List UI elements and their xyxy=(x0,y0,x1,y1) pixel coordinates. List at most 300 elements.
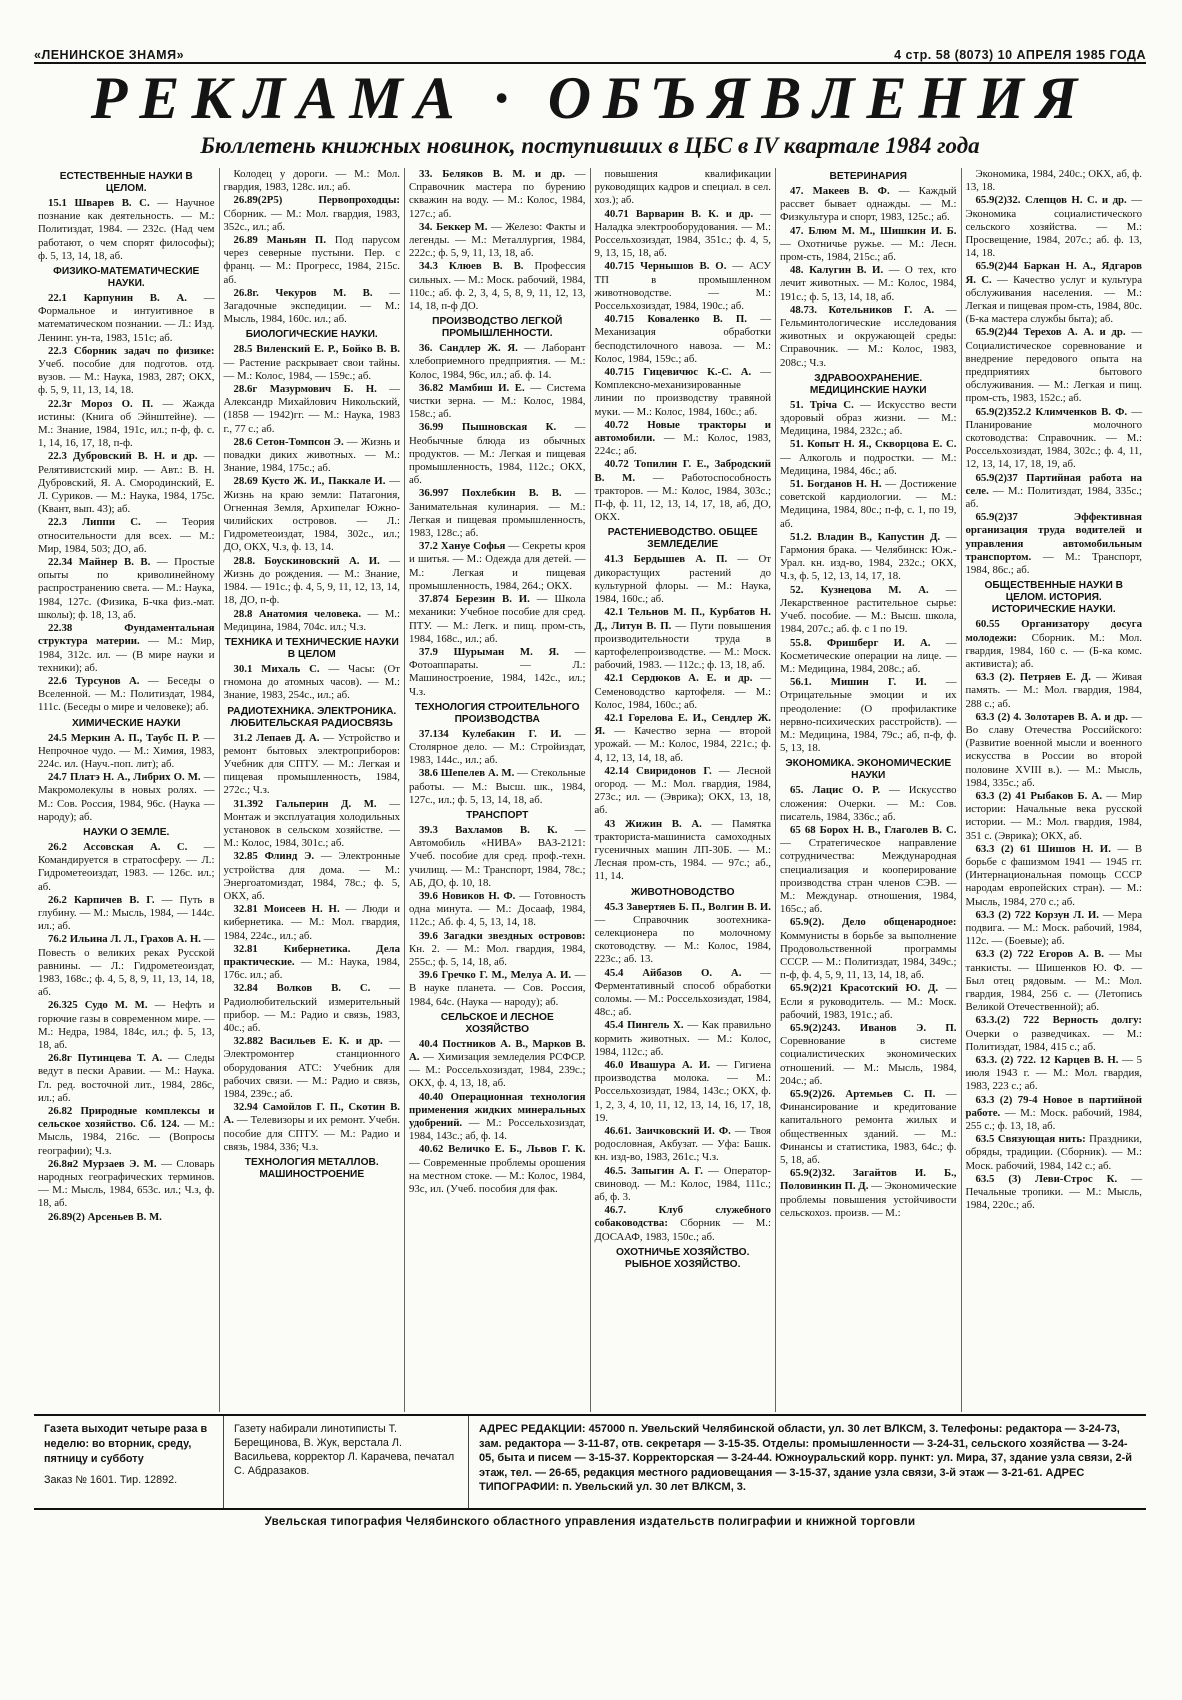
entry-author: Копыт Н. Я., Скворцова Е. С. xyxy=(807,438,957,451)
entry-text: Учеб. пособие для подготов. отд. вузов. — М.: Наука, 1983, 287; ОКХ, ф. 5, 9, 11, 13, 14, 18. xyxy=(38,358,215,397)
section-heading: ТЕХНОЛОГИЯ СТРОИТЕЛЬНОГО ПРОИЗВОДСТВА xyxy=(414,701,580,725)
entry-text: — М.: Россельхозиздат, 1984, 143с.; аб, ф. 14. xyxy=(409,1117,586,1143)
book-entry xyxy=(780,637,957,677)
entry-text: — Живая память. — М.: Мол. гвардия, 1984, 288 с.; аб. xyxy=(965,671,1143,710)
entry-code: 63.3 (2) 61 xyxy=(975,842,1031,855)
entry-text: — Оператор-свиновод. — М.: Колос, 1984, 111с.; аб, ф. 3. xyxy=(594,1164,772,1204)
entry-code: 26.8г xyxy=(48,1052,72,1065)
section-heading: ВЕТЕРИНАРИЯ xyxy=(829,171,907,182)
entry-author: Егоров А. В. xyxy=(1038,948,1104,961)
book-entry xyxy=(224,608,401,634)
entry-text: — Искусство вести здоровый образ жизни. — М.: Медицина, 1984, 232с.; аб. xyxy=(780,398,957,438)
entry-code: 31.2 xyxy=(233,731,253,744)
entry-author: Калугин В. И. xyxy=(809,264,884,277)
entry-text: — Искусство сложения: Очерки. — М.: Сов. писатель, 1984, 336с.; аб. xyxy=(780,784,957,823)
entry-author: Гальперин Д. М. xyxy=(275,797,377,810)
entry-code: 40.40 xyxy=(419,1090,444,1103)
entry-author: Новиков Н. Ф. xyxy=(441,889,516,902)
entry-author: Жижин В. А. xyxy=(624,817,702,830)
entry-code: 45.3 xyxy=(604,900,624,913)
entry-text: — Формальное и интуитивное в математическом познании. — Л.: Изд. Ленинг. ун-та, 1983, 151с; аб. xyxy=(38,292,215,344)
entry-code: 22.3 xyxy=(48,450,67,463)
book-entry xyxy=(38,1052,215,1105)
book-entry xyxy=(966,511,1143,577)
book-entry xyxy=(224,194,401,234)
entry-text: — Алкоголь и подростки. — М.: Медицина, 1984, 46с.; аб. xyxy=(780,451,957,477)
book-entry xyxy=(780,584,957,637)
entry-code: 65.9(2)37 xyxy=(975,471,1018,484)
entry-code: 26.325 xyxy=(48,999,78,1012)
book-entry xyxy=(780,399,957,439)
entry-text: — Гельминтологические исследования животных и окружающей среды: Справочник. — М.: Колос, 1983, 208с.; Ч.з. xyxy=(780,303,957,369)
entry-code: 52. xyxy=(790,583,804,596)
entry-code: 28.8. xyxy=(233,554,256,567)
entry-author: Шурыман М. Я. xyxy=(453,645,559,658)
entry-author: Кибернетика. Дела практические. xyxy=(223,942,400,968)
entry-text: — Путь в глубину. — М.: Мысль, 1984, — 144с. ил.; аб. xyxy=(38,893,215,933)
entry-code: 26.8я2 xyxy=(48,1157,79,1170)
entry-text: Колодец у дороги. — М.: Мол. гвардия, 1983, 128с. ил.; аб. xyxy=(223,168,400,194)
entry-code: 65.9(2)21 xyxy=(790,982,833,995)
printer-line: Увельская типография Челябинского областного управления издательств полиграфии и книжной торговли xyxy=(264,1516,916,1528)
entry-text: — Автомобиль «НИВА» ВАЗ-2121: Учеб. пособие для сред. проф.-техн. училищ. — М.: Транспорт, 1984, 78с.; АБ, ДО, ф. 10, 18. xyxy=(409,823,586,889)
section-heading: ЗДРАВООХРАНЕНИЕ. МЕДИЦИНСКИЕ НАУКИ xyxy=(809,372,927,396)
book-entry xyxy=(38,1211,215,1224)
book-entry xyxy=(38,841,215,894)
footer-schedule xyxy=(34,1416,224,1508)
entry-code: 28.5 xyxy=(233,343,253,356)
book-entry xyxy=(409,540,586,593)
book-entry xyxy=(38,732,215,772)
entry-code: 51.2. xyxy=(790,530,812,543)
entry-author: Величко Е. Б., Львов Г. К. xyxy=(448,1143,586,1156)
entry-text: Экономика, 1984, 240с.; ОКХ, аб, ф. 13, 18. xyxy=(965,168,1142,194)
book-entry xyxy=(966,909,1143,949)
book-entry xyxy=(409,1143,586,1196)
entry-text: — В борьбе с фашизмом 1941 — 1945 гг. (Интернациональная помощь СССР народам европейских стран). — М.: Мысль, 1984, 270 с.; аб. xyxy=(965,842,1143,908)
book-entry xyxy=(409,824,586,890)
book-entry xyxy=(409,260,586,313)
entry-code: 65.9(2)44 xyxy=(975,326,1018,339)
entry-text: — Как правильно кормить животных. — М.: Колос, 1984, 112с.; аб. xyxy=(594,1019,772,1058)
entry-code: 32.882 xyxy=(233,1035,264,1048)
book-entry xyxy=(966,1054,1143,1094)
entry-author: Верность долгу: xyxy=(1052,1014,1142,1027)
entry-author: Пингель Х. xyxy=(627,1019,684,1032)
entry-author: Бердышев А. П. xyxy=(633,553,728,566)
entry-code: 51. xyxy=(790,438,804,451)
entry-text: Соревнование в системе социалистических экономических отношений. — М.: Мысль, 1984, 204с.; аб. xyxy=(780,1035,957,1087)
entry-author: Майнер В. В. xyxy=(78,556,151,569)
entry-code: 26.89(2) xyxy=(48,1210,85,1223)
entry-author: Чернышов В. О. xyxy=(640,260,727,273)
entry-code: 32.84 xyxy=(233,982,258,995)
footer xyxy=(34,1414,1146,1510)
entry-code: 76.2 xyxy=(48,933,67,946)
column-4 xyxy=(591,168,777,1412)
entry-code: 63.3.(2) 722 xyxy=(975,1014,1040,1027)
book-entry xyxy=(966,948,1143,1014)
entry-author: Похлебкин В. В. xyxy=(461,487,562,500)
entry-code: 41.3 xyxy=(604,553,624,566)
entry-author: Свиридонов Г. xyxy=(636,764,712,777)
entry-code: 65.9(2)32. xyxy=(790,1167,835,1180)
entry-code: 38.6 xyxy=(419,767,438,780)
entry-code: 32.94 xyxy=(233,1101,258,1114)
entry-author: Арсеньев В. М. xyxy=(87,1210,162,1223)
entry-code: 65. xyxy=(790,784,804,797)
entry-code: 63.3 (2) 41 xyxy=(975,789,1027,802)
entry-author: Тельнов М. П., Курбатов Н. Д., Литун В. П. xyxy=(594,606,771,632)
book-entry xyxy=(595,1019,772,1059)
book-entry xyxy=(595,765,772,818)
entry-code: 30.1 xyxy=(233,662,253,675)
entry-text: — Лекарственное растительное сырье: Учеб. пособие. — М.: Высш. школа, 1984, 207с.; аб. ф. с 1 по 19. xyxy=(780,583,957,636)
book-entry xyxy=(595,208,772,261)
book-entry xyxy=(595,260,772,313)
entry-code: 63.3 (2). xyxy=(975,671,1015,684)
entry-author: Гицевичюс К.-С. А. xyxy=(643,366,752,379)
book-entry xyxy=(38,197,215,263)
entry-text: Сборник. — М.: Мол. гвардия, 1983, 352с., ил.; аб. xyxy=(223,207,400,233)
book-entry xyxy=(595,672,772,712)
entry-author: Горелова Е. И., Сендлер Ж. Я. xyxy=(594,711,771,738)
entry-text: — М.: Моск. рабочий, 1984, 255 с.; ф. 13, 18, аб. xyxy=(965,1106,1142,1133)
entry-code: 56.1. xyxy=(790,676,812,689)
entry-author: Мишин Г. И. xyxy=(830,676,927,689)
entry-author: Волков В. С. xyxy=(276,982,371,995)
entry-code: 36.82 xyxy=(419,381,444,394)
entry-text: — Социалистическое соревнование и внедрение передового опыта на предприятиях бытового обслуживания. — М.: Легкая и пищ. пром-сть, 1983, 152с.; аб. xyxy=(965,326,1142,405)
entry-text: Под парусом через северные пустыни. Пер. с франц. — М.: Прогресс, 1984, 215с. аб. xyxy=(223,234,401,286)
book-entry xyxy=(38,516,215,556)
book-entry xyxy=(409,168,586,221)
entry-text: Коммунисты в борьбе за выполнение Продовольственной программы СССР. — М.: Политиздат, 1984, 349с.; п-ф, ф. 4, 5, 9, 11, 13, 14, 18, аб. xyxy=(780,929,957,982)
book-entry xyxy=(595,419,772,459)
book-entry xyxy=(38,771,215,824)
book-entry xyxy=(780,982,957,1022)
entry-text: — Электромонтер станционного оборудования АТС: Учебник для рабочих связи. — М.: Радио и связь, 1984, 239с.; аб. xyxy=(223,1035,400,1100)
entry-text: — Пути повышения производительности труда в картофелепроизводстве. — М.: Моск. рабочий, 1983. — 112с.; ф. 13, 18, аб. xyxy=(594,619,771,672)
entry-code: 32.81 xyxy=(233,903,258,916)
entry-code: 36. xyxy=(419,342,433,355)
book-entry xyxy=(595,606,772,672)
entry-text: — М.: Колос, 1983, 224с.; аб. xyxy=(594,432,771,458)
entry-author: Загадки звездных островов: xyxy=(443,929,586,942)
entry-author: Золотарев В. А. и др. xyxy=(1024,710,1128,723)
book-entry xyxy=(409,728,586,768)
book-entry xyxy=(966,260,1143,326)
entry-text: — Секреты кроя и шитья. — М.: Одежда для детей. — М.: Легкая и пищевая промышленность, 1984, 264.; ОКХ. xyxy=(409,540,586,592)
entry-text: — Необычные блюда из обычных продуктов. — М.: Легкая и пищевая промышленность, 1984, 112с.; ОКХ, аб. xyxy=(409,421,586,487)
entry-text: — От дикорастущих растений до культурной флоры. — М.: Наука, 1984, 160с.; аб. xyxy=(594,553,771,606)
entry-text: Очерки о разведчиках. — М.: Политиздат, 1984, 415 с.; аб. xyxy=(965,1027,1142,1053)
entry-text: — М.: Политиздат, 1984, 335с.; аб. xyxy=(965,484,1142,511)
entry-author: Климченков В. Ф. xyxy=(1035,405,1128,418)
entry-text: — Следы ведут в пески Аравии. — М.: Наука. Гл. ред. восточной лит., 1984, 286с, ил.; аб. xyxy=(38,1052,215,1104)
entry-code: 65.9(2)243. xyxy=(790,1021,841,1034)
entry-author: Операционная технология применения жидких минеральных удобрений. xyxy=(409,1090,586,1129)
book-entry xyxy=(409,890,586,930)
book-entry xyxy=(38,345,215,398)
entry-code: 42.1 xyxy=(604,672,624,685)
book-entry xyxy=(38,556,215,622)
entry-text: Профессия сильных. — М.: Моск. рабочий, 1984, 110с.; аб. ф. 2, 3, 4, 5, 8, 9, 11, 12, 13, 14, 18, п-ф ДО. xyxy=(409,260,586,313)
entry-code: 46.5. xyxy=(604,1164,627,1177)
entry-code: 37.2 xyxy=(419,540,438,553)
entry-author: Красотский Ю. Д. xyxy=(839,982,939,995)
book-entry xyxy=(224,383,401,436)
entry-author: Котельников Г. А. xyxy=(828,303,935,316)
book-entry xyxy=(409,646,586,699)
book-entry xyxy=(38,622,215,675)
book-entry xyxy=(780,304,957,370)
entry-code: 48.73. xyxy=(790,303,817,316)
book-entry xyxy=(780,531,957,584)
entry-author: Варварин В. К. и др. xyxy=(635,207,754,220)
entry-text: — Планирование молочного скотоводства: Справочник. — М.: Россельхозиздат, 1984, 302с.; ф. 4, 11, 12, 13, 14, 17, 18, 19, аб. xyxy=(965,405,1142,471)
entry-text: — Система чистки зерна. — М.: Колос, 1984, 158с.; аб. xyxy=(409,381,586,421)
entry-author: Пышновская К. xyxy=(461,421,557,434)
entry-author: Айбазов О. А. xyxy=(642,966,742,979)
entry-code: 42.14 xyxy=(604,764,629,777)
entry-code: 36.99 xyxy=(419,421,444,434)
entry-text: — Александр Михайлович Никольский, (1858 — 1942)гг. — М.: Наука, 1983 г., 77 с.; аб. xyxy=(223,383,401,435)
entry-author: Мороз О. П. xyxy=(81,397,154,410)
entry-author: Сандлер Ж. Я. xyxy=(439,342,518,355)
entry-code: 26.89(2Р5) xyxy=(233,194,283,207)
entry-author: Шишов Н. И. xyxy=(1037,842,1111,855)
entry-author: Путинцева Т. А. xyxy=(77,1052,163,1065)
entry-text: — Отрицательные эмоции и их преодоление: (О профилактике нервно-психических расстройств). — М.: Медицина, 1984, 79с.; аб, п-ф, ф. 5, 13, 18. xyxy=(780,676,957,755)
book-entry xyxy=(224,343,401,383)
entry-text: — Охотничье ружье. — М.: Лесн. пром-сть, 1984, 215с.; аб. xyxy=(780,237,957,264)
entry-author: Петряев Е. Д. xyxy=(1019,671,1091,684)
entry-author: Беляков В. М. и др. xyxy=(442,168,566,180)
entry-author: Фундаментальная структура материи. xyxy=(38,622,215,648)
entry-code: 63.3 (2) 4. xyxy=(975,710,1022,723)
entry-text: — Качество услуг и культура обслуживания населения. — М.: Легкая и пищевая пром-сть, 1984, 80с. (Б-ка мастера службы быта); аб. xyxy=(965,273,1142,326)
entry-text: — Современные проблемы орошения на местном стоке. — М.: Колос, 1984, 93с, ил. (Учеб. пособия для фак. xyxy=(409,1156,586,1196)
entry-code: 65.9(2)44 xyxy=(975,260,1018,273)
entry-author: Слепцов Н. С. и др. xyxy=(1024,194,1127,207)
entry-author: Новое в партийной работе. xyxy=(965,1093,1142,1119)
footer-address xyxy=(469,1416,1146,1508)
book-entry xyxy=(224,555,401,608)
section-heading: ТРАНСПОРТ xyxy=(466,809,529,821)
entry-author: Клуб служебного собаководства: xyxy=(594,1204,772,1230)
entry-author: Рыбаков Б. А. xyxy=(1030,789,1103,802)
entry-text: — Беседы о Вселенной. — М.: Политиздат, 1984, 111с. (Беседы о мире и человеке); аб. xyxy=(38,674,215,714)
entry-code: 47. xyxy=(790,185,804,197)
entry-author: Судо М. М. xyxy=(84,999,148,1012)
column-6 xyxy=(962,168,1147,1412)
book-entry xyxy=(409,382,586,422)
entry-author: Новые тракторы и автомобили. xyxy=(594,418,771,445)
entry-code: 39.6 xyxy=(419,969,438,982)
entry-text: — Макромолекулы в новых ролях. — М.: Сов. Россия, 1984, 96с. (Наука — народу); аб. xyxy=(38,771,215,823)
entry-author: Кусто Ж. И., Паккале И. xyxy=(261,475,386,488)
entry-text: — АСУ ТП в промышленном животноводстве. — М.: Россельхозиздат, 1984, 190с.; аб. xyxy=(594,260,772,313)
book-entry xyxy=(409,593,586,646)
entry-code: 39.3 xyxy=(419,823,438,836)
entry-code: 40.62 xyxy=(419,1143,444,1156)
book-entry xyxy=(38,894,215,934)
section-heading: НАУКИ О ЗЕМЛЕ. xyxy=(83,826,170,838)
entry-text: — Устройство и ремонт бытовых электроприборов: Учебник для СПТУ. — М.: Легкая и пищевая промышленность, 1984, 272с.; Ч.з. xyxy=(223,731,400,797)
entry-author: Хануе Софья xyxy=(440,540,506,553)
book-entry xyxy=(409,767,586,807)
entry-code: 24.5 xyxy=(48,731,67,744)
entry-author: Мурзаев Э. М. xyxy=(82,1157,157,1170)
entry-text: Сборник — М.: ДОСААФ, 1983, 150с.; аб. xyxy=(594,1217,771,1243)
entry-code: 55.8. xyxy=(790,636,812,649)
schedule-text: Газета выходит четыре раза в неделю: во вторник, среду, пятницу и субботу xyxy=(44,1423,208,1465)
entry-text: — Готовность одна минута. — М.: Досааф, 1984, 112с.; Аб. ф. 4, 5, 13, 14, 18. xyxy=(409,889,586,929)
entry-code: 65.9(2)352.2 xyxy=(975,405,1032,418)
book-entry xyxy=(966,618,1143,671)
entry-text: — М.: Мир, 1984, 312с. ил. — (В мире науки и техники); аб. xyxy=(38,635,215,674)
entry-author: Кузнецова М. А. xyxy=(820,583,929,596)
entry-code: 65.9(2). xyxy=(790,916,825,929)
book-entry xyxy=(966,1094,1143,1134)
book-entry xyxy=(38,450,215,516)
entry-text: — Лесной огород. — М.: Мол. гвардия, 1984, 273с.; ил. — (Эврика); ОКХ, 13, 18, аб. xyxy=(594,764,771,817)
book-entry xyxy=(595,1059,772,1125)
entry-code: 65 xyxy=(790,823,801,836)
book-entry xyxy=(966,1173,1143,1213)
entry-author: Ассовская А. С. xyxy=(83,840,188,853)
entry-code: 26.82 xyxy=(48,1105,73,1117)
entry-author: Виленский Е. Р., Бойко В. В. xyxy=(256,343,400,356)
entry-author: Дубровский В. Н. и др. xyxy=(73,450,198,463)
book-entry xyxy=(966,406,1143,472)
entry-code: 42.1 xyxy=(604,606,624,619)
entry-code: 39.6 xyxy=(419,889,438,902)
section-heading: ЭКОНОМИКА. ЭКОНОМИЧЕСКИЕ НАУКИ xyxy=(785,758,952,782)
section-heading: ОХОТНИЧЬЕ ХОЗЯЙСТВО. РЫБНОЕ ХОЗЯЙСТВО. xyxy=(616,1246,750,1270)
section-heading: РАСТЕНИЕВОДСТВО. ОБЩЕЕ ЗЕМЛЕДЕЛИЕ xyxy=(607,527,758,551)
book-entry xyxy=(409,1038,586,1091)
entry-author: Васильев Е. К. и др. xyxy=(269,1035,383,1048)
book-entry xyxy=(595,1204,772,1244)
entry-text: — Лаборант хлебоприемного предприятия. — М.: Колос, 1984, 96с, ил.; аб. ф. 14. xyxy=(409,342,586,381)
entry-code: 42.1 xyxy=(604,711,624,724)
section-heading: ПРОИЗВОДСТВО ЛЕГКОЙ ПРОМЫШЛЕННОСТИ. xyxy=(432,316,563,340)
entry-text: — Мера подвига. — М.: Моск. рабочий, 1984, 112с. — (Боевые); аб. xyxy=(965,908,1143,948)
entry-code: 65.9(2)37 xyxy=(975,511,1018,524)
column-2 xyxy=(220,168,406,1412)
entry-author: 68 Борох Н. В., Глаголев В. С. xyxy=(804,823,957,836)
entry-text: — Растение раскрывает свои тайны. — М.: Колос, 1984, — 159с.; аб. xyxy=(223,356,400,382)
entry-author: Мазурмович Б. Н. xyxy=(269,383,377,396)
entry-text: — Научное познание как деятельность. — М.: Политиздат, 1984. — 232с. (Над чем работают, о чем спорят философы); ф. 5, 13, 14, 18, аб. xyxy=(38,197,215,262)
entry-text: — Механизация обработки бесподстилочного навоза. — М.: Колос, 1984, 159с.; аб. xyxy=(594,313,771,365)
entry-author: Ивашура А. И. xyxy=(629,1059,711,1071)
entry-code: 63.3 (2) 722 xyxy=(975,908,1031,921)
entry-code: 28.6 xyxy=(233,435,253,448)
book-entry xyxy=(966,1014,1143,1054)
entry-code: 40.72 xyxy=(604,418,629,431)
section-heading: ЕСТЕСТВЕННЫЕ НАУКИ В ЦЕЛОМ. xyxy=(59,171,193,194)
entry-code: 22.6 xyxy=(48,674,67,687)
entry-author: Флинд Э. xyxy=(264,850,315,863)
book-entry xyxy=(780,264,957,304)
entry-code: 37.134 xyxy=(419,727,449,740)
entry-text: — Памятка тракториста-машиниста самоходных гусеничных машин ЛП-30Б. — М.: Лесная пром-сть, 1984. — 97с.; аб., 11, 14. xyxy=(594,817,771,883)
entry-author: Завертяев Б. П., Волгин В. И. xyxy=(626,900,771,913)
entry-text: — Стекольные работы. — М.: Высш. шк., 1984, 127с., ил.; ф. 5, 13, 14, 18, аб. xyxy=(409,767,586,806)
entry-author: Меркин А. П., Таубс П. Р. xyxy=(70,731,200,744)
book-entry xyxy=(780,478,957,531)
entry-text: повышения квалификации руководящих кадров и специал. в сел. хоз.); аб. xyxy=(594,168,771,207)
book-entry xyxy=(595,366,772,419)
book-entry xyxy=(224,663,401,703)
book-entry xyxy=(595,1165,772,1205)
entry-author: 12 Карцев В. Н. xyxy=(1039,1054,1119,1066)
page-subtitle: Бюллетень книжных новинок, поступивших в ЦБС в IV квартале 1984 года xyxy=(200,133,980,158)
book-entry xyxy=(966,326,1143,405)
entry-text: Праздники, обряды, традиции. (Сборник). — М.: Моск. рабочий, 1984, 142 с.; аб. xyxy=(965,1133,1142,1172)
entry-text: Сборник. М.: Мол. гвардия, 1984, 160 с. — (Б-ка комс. активиста); аб. xyxy=(965,631,1143,670)
entry-text: — Загадочные экспедиции. — М.: Мысль, 1984, 160с. ил.; аб. xyxy=(223,286,401,326)
entry-code: 22.3 xyxy=(48,344,67,357)
entry-text: — Телевизоры и их ремонт. Учебн. пособие для СПТУ. — М.: Радио и связь, 1984, 336; Ч.з. xyxy=(223,1114,400,1153)
entry-code: 47. xyxy=(790,224,804,237)
entry-code: 40.4 xyxy=(419,1037,438,1050)
entry-author: Топилин Г. Е., Забродский В. М. xyxy=(594,458,771,484)
entry-text: — Теория относительности для всех. — М.: Мир, 1984, 503; ДО, аб. xyxy=(38,516,215,555)
entry-code: 24.7 xyxy=(48,771,67,784)
entry-text: — Качество зерна — второй урожай. — М.: Колос, 1984, 221с.; ф. 4, 12, 13, 14, 18, аб. xyxy=(594,725,771,764)
book-entry xyxy=(780,1022,957,1088)
section-heading: ЖИВОТНОВОДСТВО xyxy=(630,886,735,898)
entry-text: — М.: Мысль, 1984, 216с. — (Вопросы географии); Ч.з. xyxy=(38,1118,215,1157)
entry-text: — М.: Медицина, 1984, 704с. ил.; Ч.з. xyxy=(223,607,400,633)
entry-code: 15.1 xyxy=(48,197,67,209)
entry-author: Клюев В. В. xyxy=(448,260,524,273)
entry-author: Загайтов И. Б., Половинкин П. Д. xyxy=(780,1167,957,1193)
section-heading: ТЕХНИКА И ТЕХНИЧЕСКИЕ НАУКИ В ЦЕЛОМ xyxy=(224,636,399,660)
entry-text: — Простые опыты по криволинейному распространению света. — М.: Наука, 1984, 127с. (Физика, Б-чка физ.-мат. школы); ф. 18, 13, аб. xyxy=(38,556,215,621)
book-entry xyxy=(780,185,957,225)
entry-author: Организатору досуга молодежи: xyxy=(965,618,1142,644)
entry-code: 31.392 xyxy=(233,797,264,810)
entry-text: — Гармония брака. — Челябинск: Юж.-Урал. кн. изд-во, 1984, 232с.; ОКХ, Ч.з, ф. 5, 12, 13, 14, 17, 18. xyxy=(780,530,957,583)
listing-columns xyxy=(34,168,1146,1412)
book-entry xyxy=(780,784,957,824)
entry-text: — Если я руководитель. — М.: Моск. рабочий, 1983, 191с.; аб. xyxy=(780,982,957,1021)
entry-author: Артемьев С. П. xyxy=(845,1088,936,1100)
entry-text: — Наладка электрооборудования. — М.: Россельхозиздат, 1984, 351с.; ф. 4, 5, 9, 13, 15, 18, аб. xyxy=(594,207,772,260)
entry-code: 22.34 xyxy=(48,556,73,569)
entry-text: — Косметические операции на лице. — М.: Медицина, 1984, 208с.; аб. xyxy=(780,636,957,675)
book-entry xyxy=(409,969,586,1009)
entry-text: — Гигиена производства молока. — М.: Россельхозиздат, 1984, 143с.; ОКХ, ф. 1, 2, 3, 4, 10, 11, 12, 13, 14, 16, 17, 18, 19. xyxy=(594,1059,771,1124)
book-entry xyxy=(224,287,401,327)
section-heading: ХИМИЧЕСКИЕ НАУКИ xyxy=(71,717,181,729)
entry-code: 45.4 xyxy=(604,966,624,979)
book-entry xyxy=(966,472,1143,512)
entry-text: — Стратегическое направление сотрудничества: Международная специализация и кооперирование производства стран членов СЭВ. — М.: Междунар. отношения, 1984, 165с.; аб. xyxy=(780,837,957,916)
entry-author: Гречко Г. М., Мелуа А. И. xyxy=(441,969,572,982)
book-entry xyxy=(966,671,1143,711)
entry-author: Постников А. В., Марков В. А. xyxy=(409,1037,586,1063)
column-1 xyxy=(34,168,220,1412)
entry-code: 40.71 xyxy=(604,207,629,220)
entry-code: 22.1 xyxy=(48,292,67,305)
entry-code: 28.8 xyxy=(233,607,253,620)
